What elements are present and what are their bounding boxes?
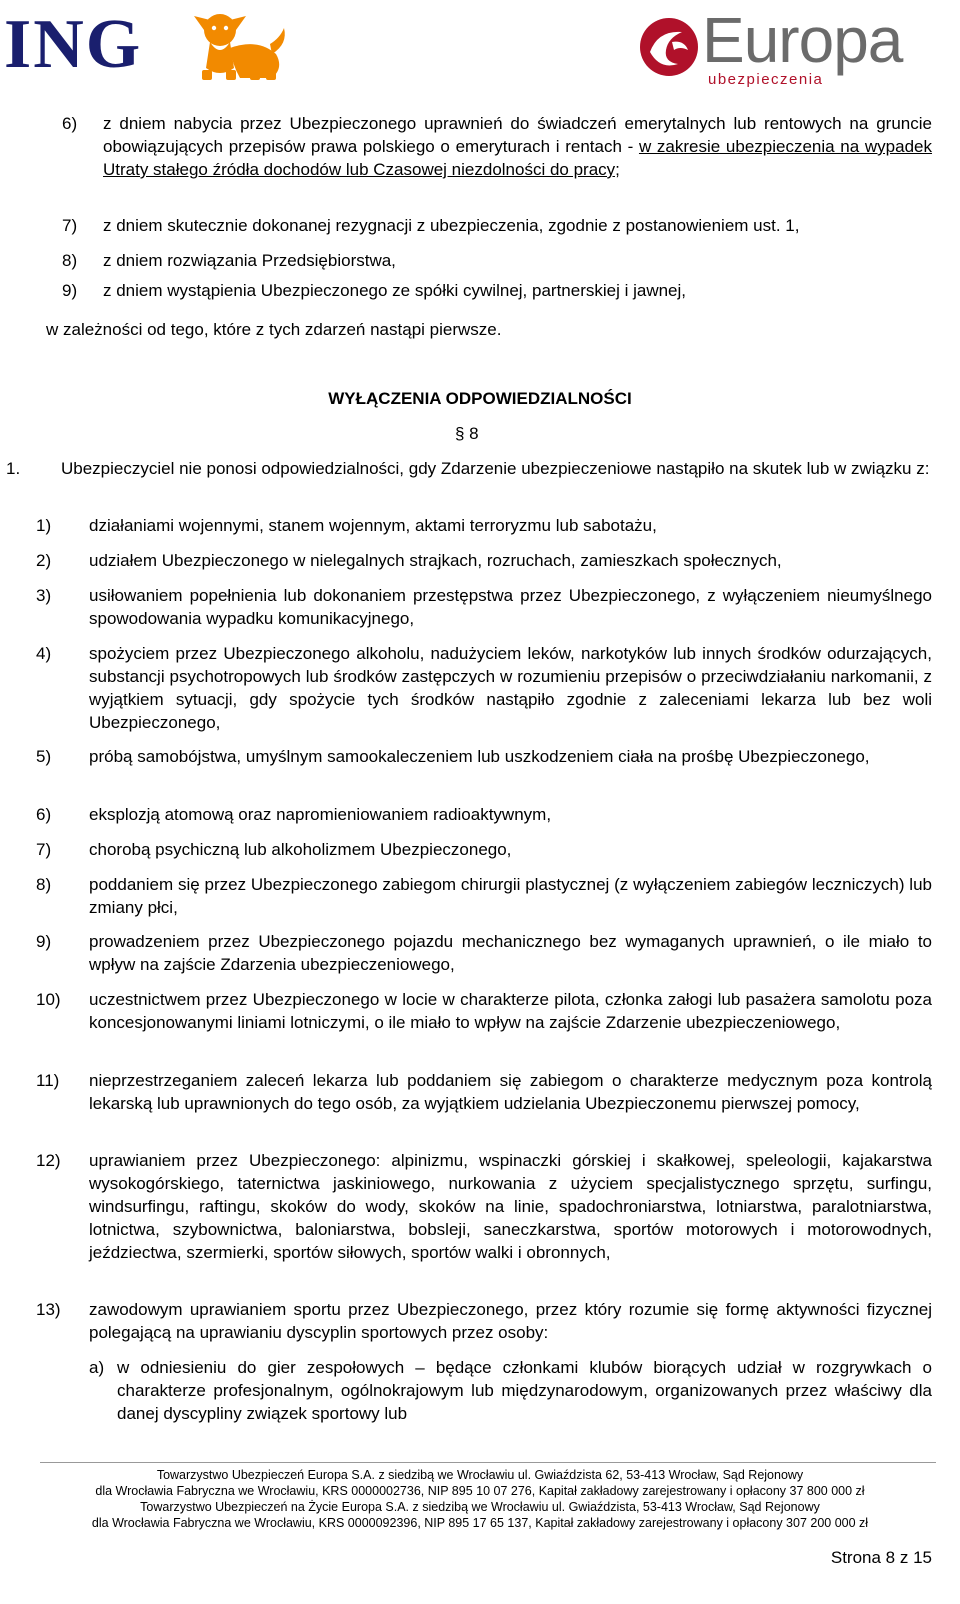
footer-line-4: dla Wrocławia Fabryczna we Wrocławiu, KRS 0000092396, NIP 895 17 65 137, Kapitał zakładowy zarejestrowany i opłacony 307 200 000 zł bbox=[91, 1516, 869, 1530]
europa-logo-subtitle: ubezpieczenia bbox=[708, 71, 824, 88]
list-number: 7) bbox=[62, 216, 78, 235]
page-number: Strona 8 z 15 bbox=[830, 1548, 932, 1567]
exclusion-number: 2) bbox=[36, 551, 52, 570]
exclusion-number: 9) bbox=[36, 932, 52, 951]
closing-sentence: w zależności od tego, które z tych zdarzeń nastąpi pierwsze. bbox=[46, 320, 502, 339]
list-number: 9) bbox=[62, 281, 78, 300]
exclusion-number: 7) bbox=[36, 840, 52, 859]
europa-logo-text: Europa bbox=[702, 4, 903, 76]
exclusion-number: 13) bbox=[36, 1300, 61, 1319]
exclusion-text: usiłowaniem popełnienia lub dokonaniem przestępstwa przez Ubezpieczonego, z wyłączeniem nieumyślnego spowodowania wypadku komunikacyjnego, bbox=[89, 586, 932, 628]
exclusion-text: udziałem Ubezpieczonego w nielegalnych strajkach, rozruchach, zamieszkach społecznych, bbox=[89, 551, 782, 570]
sub-item-text: w odniesieniu do gier zespołowych – będące członkami klubów biorących udział w rozgrywkach o charakterze profesjonalnym, ogólnokrajowym lub międzynarodowym, organizowanych przez właściwy dla danej dyscypliny związek sportowy lub bbox=[117, 1358, 932, 1423]
point-text: Ubezpieczyciel nie ponosi odpowiedzialności, gdy Zdarzenie ubezpieczeniowe nastąpiło na skutek lub w związku z: bbox=[61, 459, 930, 478]
exclusion-number: 8) bbox=[36, 875, 52, 894]
exclusion-text: zawodowym uprawianiem sportu przez Ubezpieczonego, przez który rozumie się formę aktywności fizycznej polegającą na uprawianiu dyscyplin sportowych przez osoby: bbox=[89, 1300, 932, 1342]
footer-line-3: Towarzystwo Ubezpieczeń na Życie Europa S.A. z siedzibą we Wrocławiu ul. Gwiaździsta, 53-413 Wrocław, Sąd Rejonowy bbox=[140, 1500, 820, 1514]
section-title: WYŁĄCZENIA ODPOWIEDZIALNOŚCI bbox=[328, 389, 632, 408]
ing-logo-text: ING bbox=[4, 6, 143, 83]
list-text: z dniem skutecznie dokonanej rezygnacji z ubezpieczenia, zgodnie z postanowieniem ust. 1, bbox=[103, 216, 800, 235]
exclusion-number: 12) bbox=[36, 1151, 61, 1170]
footer-divider bbox=[40, 1462, 936, 1463]
exclusion-number: 4) bbox=[36, 644, 52, 663]
list-number: 6) bbox=[62, 114, 78, 133]
exclusion-text: eksplozją atomową oraz napromieniowaniem radioaktywnym, bbox=[89, 805, 552, 824]
exclusion-number: 3) bbox=[36, 586, 52, 605]
sub-item-letter: a) bbox=[89, 1358, 105, 1377]
footer-line-2: dla Wrocławia Fabryczna we Wrocławiu, KRS 0000002736, NIP 895 10 07 276, Kapitał zakładowy zarejestrowany i opłacony 37 800 000 zł bbox=[95, 1484, 865, 1498]
exclusion-number: 10) bbox=[36, 990, 61, 1009]
exclusion-text: próbą samobójstwa, umyślnym samookaleczeniem lub uszkodzeniem ciała na prośbę Ubezpieczonego, bbox=[89, 747, 870, 766]
exclusion-number: 1) bbox=[36, 516, 52, 535]
list-number: 8) bbox=[62, 251, 78, 270]
list-text-underlined: w zakresie ubezpieczenia na wypadek Utraty stałego źródła dochodów lub Czasowej niezdolności do pracy; bbox=[103, 137, 933, 179]
exclusion-text: nieprzestrzeganiem zaleceń lekarza lub poddaniem się zabiegom o charakterze medycznym poza kontrolą lekarską lub uprawnionych do tego osób, za wyjątkiem udzielania Ubezpieczonemu pierwszej pomocy, bbox=[89, 1071, 932, 1113]
exclusion-number: 5) bbox=[36, 747, 52, 766]
europa-swirl-icon bbox=[638, 16, 700, 78]
ing-lion-icon bbox=[180, 8, 292, 84]
footer-line-1: Towarzystwo Ubezpieczeń Europa S.A. z siedzibą we Wrocławiu ul. Gwiaździsta 62, 53-413 Wrocław, Sąd Rejonowy bbox=[156, 1468, 804, 1482]
europa-logo bbox=[638, 4, 938, 92]
exclusion-number: 6) bbox=[36, 805, 52, 824]
exclusion-text: uczestnictwem przez Ubezpieczonego w locie w charakterze pilota, członka załogi lub pasażera samolotu poza koncesjonowanymi liniami lotniczymi, o ile miało to wpływ na zajście Zdarzenie ubezpieczeniowego, bbox=[89, 990, 932, 1032]
exclusion-text: spożyciem przez Ubezpieczonego alkoholu, nadużyciem leków, narkotyków lub innych środków odurzających, substancji psychotropowych lub środków zastępczych w rozumieniu przepisów o przeciwdziałaniu narkomanii, z wyjątkiem sytuacji, gdy spożycie tych środków nastąpiło zgodnie z zaleceniami lekarza lub bez woli Ubezpieczonego, bbox=[89, 644, 932, 732]
paragraph-number: § 8 bbox=[455, 424, 479, 443]
list-text-part: z dniem nabycia przez Ubezpieczonego uprawnień do świadczeń emerytalnych lub rentowych na gruncie obowiązujących przepisów prawa polskiego o emeryturach i rentach - bbox=[103, 114, 932, 156]
point-number: 1. bbox=[6, 459, 21, 478]
page-header bbox=[0, 0, 960, 95]
exclusion-text: chorobą psychiczną lub alkoholizmem Ubezpieczonego, bbox=[89, 840, 512, 859]
exclusion-text: działaniami wojennymi, stanem wojennym, aktami terroryzmu lub sabotażu, bbox=[89, 516, 657, 535]
exclusion-text: poddaniem się przez Ubezpieczonego zabiegom chirurgii plastycznej (z wyłączeniem zabiegów leczniczych) lub zmiany płci, bbox=[89, 875, 932, 917]
ing-logo bbox=[4, 6, 294, 86]
exclusion-number: 11) bbox=[36, 1071, 60, 1090]
list-text bbox=[103, 112, 932, 181]
exclusion-text: prowadzeniem przez Ubezpieczonego pojazdu mechanicznego bez wymaganych uprawnień, o ile miało to wpływ na zajście Zdarzenia ubezpieczeniowego, bbox=[89, 932, 932, 974]
list-text: z dniem wystąpienia Ubezpieczonego ze spółki cywilnej, partnerskiej i jawnej, bbox=[103, 281, 687, 300]
list-text: z dniem rozwiązania Przedsiębiorstwa, bbox=[103, 251, 396, 270]
exclusion-text: uprawianiem przez Ubezpieczonego: alpinizmu, wspinaczki górskiej i skałkowej, speleologii, kajakarstwa wysokogórskiego, taternictwa jaskiniowego, nurkowania z użyciem specjalistycznego sprzętu, surfingu, windsurfingu, raftingu, skoków do wody, skoków na linie, spadochroniarstwa, lotniarstwa, paralotniarstwa, lotnictwa, szybownictwa, baloniarstwa, bobsleji, saneczkarstwa, sportów motorowych i motorowodnych, jeździectwa, szermierki, sportów siłowych, sportów walki i obronnych, bbox=[89, 1151, 932, 1262]
